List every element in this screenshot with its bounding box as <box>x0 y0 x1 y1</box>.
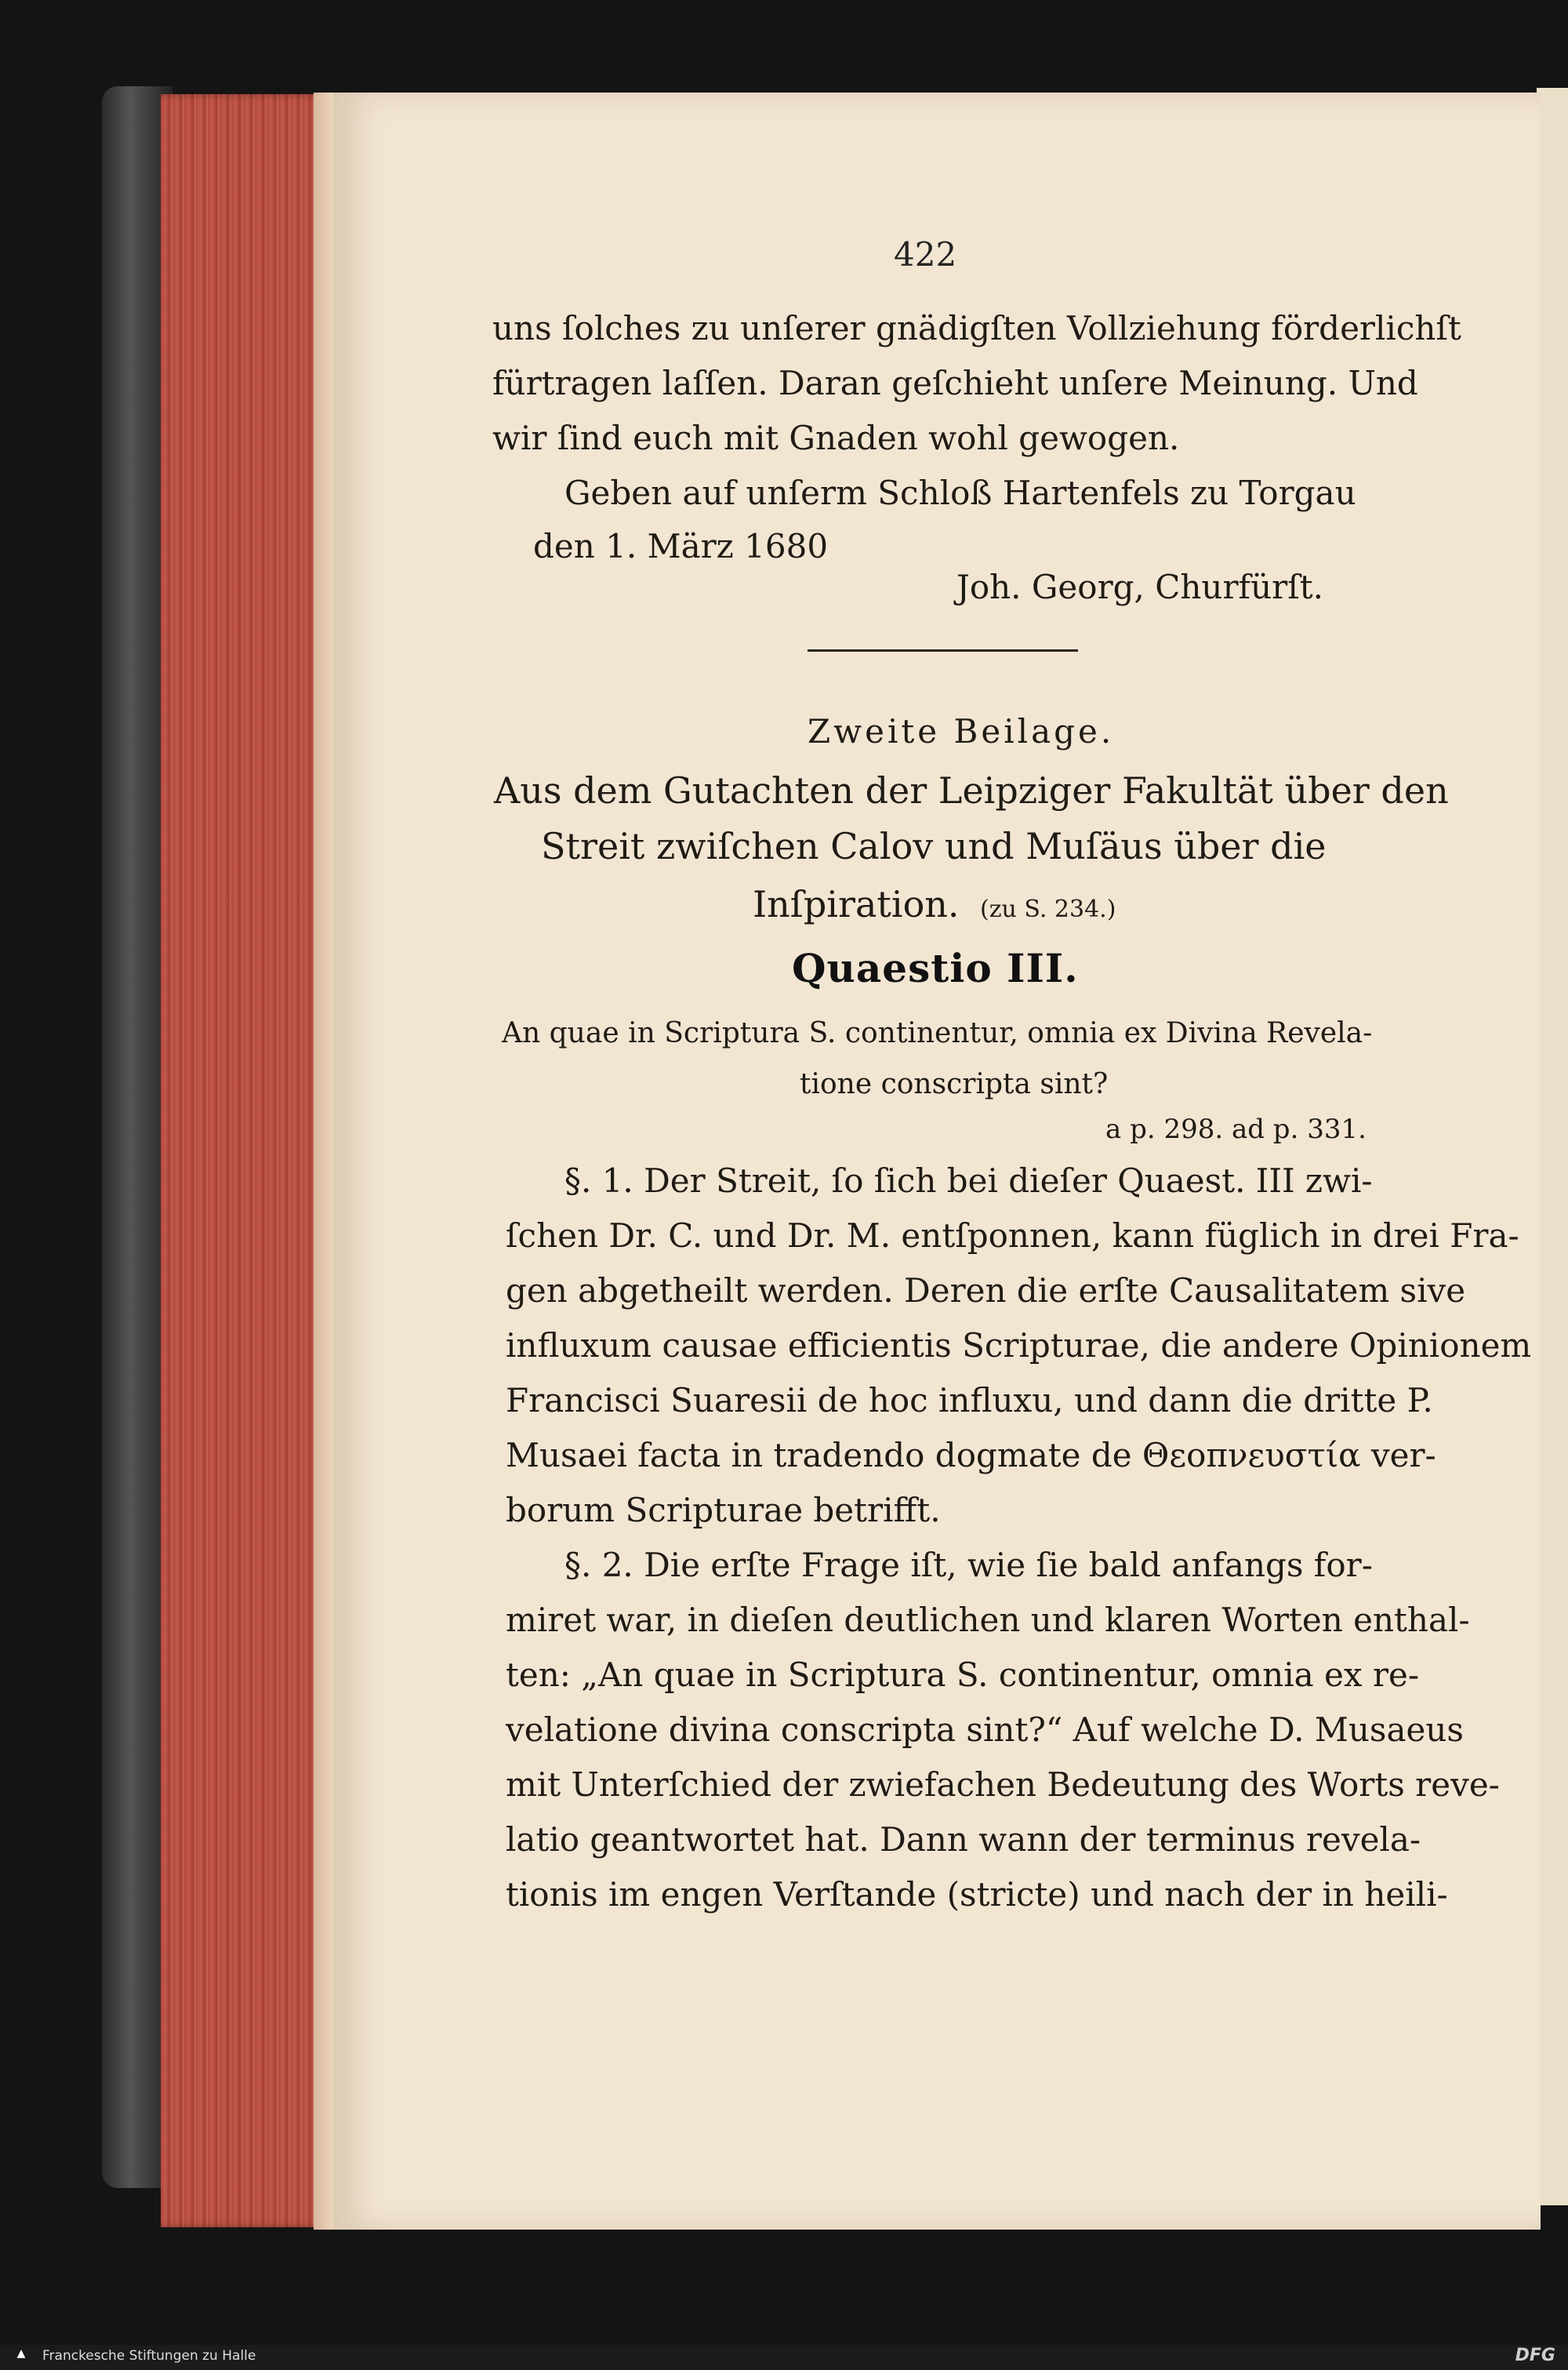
quaestio-title: Quaestio III. <box>792 945 1079 991</box>
text-line: wir ſind euch mit Gnaden wohl gewogen. <box>492 419 1180 457</box>
beilage-heading-line: Aus dem Gutachten der Leipziger Fakultät über den <box>494 769 1449 812</box>
section2-line: latio geantwortet hat. Dann wann der terminus revela- <box>506 1820 1421 1859</box>
institution-logo-icon: ▲ <box>16 2347 26 2360</box>
section1-line: borum Scripturae betrifft. <box>506 1491 941 1529</box>
closing-date-line: den 1. März 1680 <box>533 527 829 565</box>
section2-line: mit Unterſchied der zwiefachen Bedeutung des Worts reve- <box>506 1765 1500 1804</box>
footer-institution: Franckesche Stiftungen zu Halle <box>42 2348 256 2364</box>
section2-line: miret war, in dieſen deutlichen und klaren Worten enthal- <box>506 1601 1470 1639</box>
text-line: uns ſolches zu unſerer gnädigſten Vollziehung förderlichſt <box>492 309 1461 347</box>
section1-line: §. 1. Der Streit, ſo ſich bei dieſer Quaest. III zwi- <box>564 1161 1373 1200</box>
section1-line: Musaei facta in tradendo dogmate de Θεοπνευστία ver- <box>506 1436 1436 1474</box>
section-divider <box>808 649 1078 652</box>
page-range-reference: a p. 298. ad p. 331. <box>1105 1114 1367 1145</box>
section2-line: tionis im engen Verſtande (stricte) und nach der in heili- <box>506 1875 1448 1914</box>
beilage-title: Zweite Beilage. <box>808 712 1115 751</box>
dfg-logo: DFG <box>1515 2346 1555 2365</box>
section2-line: ten: „An quae in Scriptura S. continentur, omnia ex re- <box>506 1656 1420 1694</box>
red-page-edges <box>161 94 329 2227</box>
section2-line: velatione divina conscripta sint?“ Auf welche D. Musaeus <box>506 1710 1464 1749</box>
section1-line: ſchen Dr. C. und Dr. M. entſponnen, kann füglich in drei Fra- <box>506 1216 1519 1255</box>
section1-line: Francisci Suaresii de hoc influxu, und dann die dritte P. <box>506 1381 1433 1419</box>
text-line: fürtragen laſſen. Daran geſchieht unſere Meinung. Und <box>492 364 1418 402</box>
section2-line: §. 2. Die erſte Frage iſt, wie ſie bald anfangs for- <box>564 1546 1373 1584</box>
quaestio-question: An quae in Scriptura S. continentur, omnia ex Divina Revela- <box>502 1017 1373 1049</box>
section1-line: gen abgetheilt werden. Deren die erſte Causalitatem sive <box>506 1271 1466 1310</box>
facing-page-edge <box>1537 88 1568 2205</box>
section1-line: influxum causae efficientis Scripturae, die andere Opinionem <box>506 1326 1532 1365</box>
beilage-reference: (zu S. 234.) <box>980 896 1116 923</box>
beilage-heading-last: Inſpiration. <box>753 883 960 925</box>
page-number: 422 <box>894 235 957 274</box>
closing-place-line: Geben auf unſerm Schloß Hartenfels zu Torgau <box>564 474 1356 512</box>
beilage-heading-line: Streit zwiſchen Calov und Muſäus über die <box>541 825 1327 867</box>
signature: Joh. Georg, Churfürſt. <box>956 568 1323 606</box>
quaestio-question: tione conscripta sint? <box>800 1068 1109 1100</box>
